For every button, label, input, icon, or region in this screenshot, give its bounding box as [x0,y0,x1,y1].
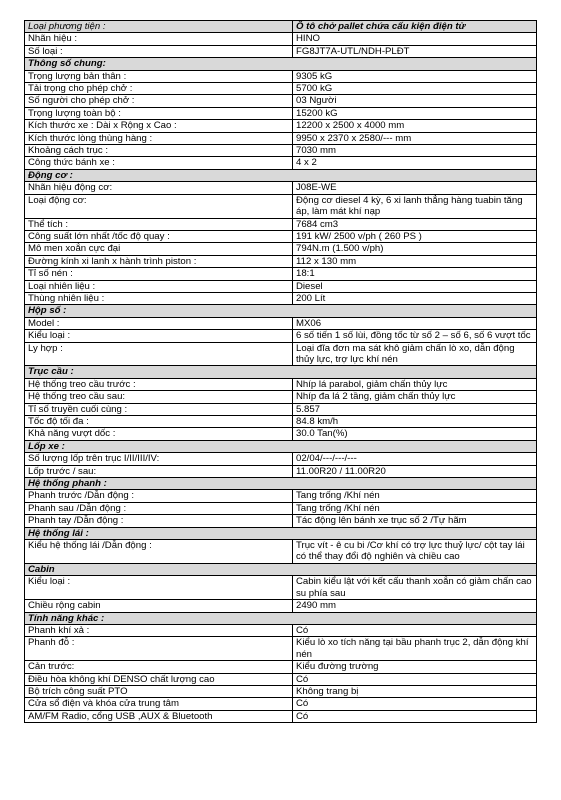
spec-row [25,453,537,465]
spec-row [25,45,537,57]
section-header-row [25,527,537,539]
spec-value: Nhíp lá parabol, giảm chấn thủy lực [293,378,537,390]
spec-value: 794N.m (1.500 v/ph) [293,243,537,255]
section-title: Trục cầu : [25,366,537,378]
spec-value: Cabin kiểu lật với kết cấu thanh xoắn có giảm chấn cao su phía sau [293,576,537,600]
spec-label: Số người cho phép chở : [25,95,293,107]
spec-label: Hệ thống treo cầu trước : [25,378,293,390]
spec-row [25,182,537,194]
spec-label: Mô men xoắn cực đại [25,243,293,255]
spec-value: 84.8 km/h [293,416,537,428]
section-header-row [25,366,537,378]
spec-row [25,132,537,144]
spec-row [25,540,537,564]
spec-row [25,428,537,440]
spec-row [25,502,537,514]
spec-label: Model : [25,317,293,329]
spec-label: Kiểu loại : [25,330,293,342]
spec-row [25,33,537,45]
spec-row [25,403,537,415]
spec-row [25,243,537,255]
spec-label: Khoảng cách trục : [25,145,293,157]
spec-value: 18:1 [293,268,537,280]
spec-label: Hệ thống treo cầu sau: [25,391,293,403]
spec-row [25,194,537,218]
spec-value: 02/04/---/---/--- [293,453,537,465]
spec-label: Trọng lượng bản thân : [25,70,293,82]
spec-value: MX06 [293,317,537,329]
spec-value: FG8JT7A-UTL/NDH-PLĐT [293,45,537,57]
section-title: Động cơ : [25,169,537,181]
section-header-row [25,440,537,452]
spec-row [25,230,537,242]
spec-label: Công thức bánh xe : [25,157,293,169]
spec-row [25,378,537,390]
spec-value: Loại đĩa đơn ma sát khô giảm chấn lò xo, dẫn động thủy lực, trợ lực khí nén [293,342,537,366]
spec-row [25,280,537,292]
spec-row [25,490,537,502]
spec-row [25,330,537,342]
spec-label: Loại nhiên liệu : [25,280,293,292]
spec-value: Trục vít - ê cu bi /Cơ khí có trợ lực thuỷ lực/ cột tay lái có thể thay đổi độ nghiên và chiều cao [293,540,537,564]
spec-label: Số loại : [25,45,293,57]
spec-label: Thể tích : [25,218,293,230]
spec-value: 9950 x 2370 x 2580/--- mm [293,132,537,144]
section-header-row [25,563,537,575]
spec-value: 7684 cm3 [293,218,537,230]
spec-label: Phanh sau /Dẫn động : [25,502,293,514]
spec-row [25,576,537,600]
spec-label: Kiểu hệ thống lái /Dẫn động : [25,540,293,564]
spec-label: Trọng lượng toàn bộ : [25,107,293,119]
section-title: Hệ thống phanh : [25,478,537,490]
spec-row [25,157,537,169]
spec-value: Có [293,624,537,636]
spec-value: 200 Lít [293,292,537,304]
spec-label: Ly hợp : [25,342,293,366]
spec-value: Kiểu đường trường [293,661,537,673]
spec-value: Tang trống /Khí nén [293,490,537,502]
spec-label: Kiểu loại : [25,576,293,600]
spec-row [25,661,537,673]
spec-value: Tác động lên bánh xe trục số 2 /Tự hãm [293,515,537,527]
spec-row [25,120,537,132]
spec-row [25,391,537,403]
spec-row [25,218,537,230]
spec-label: Phanh khí xả : [25,624,293,636]
spec-value: 191 kW/ 2500 v/ph ( 260 PS ) [293,230,537,242]
section-title: Hệ thống lái : [25,527,537,539]
spec-label: Số lượng lốp trên trục I/II/III/IV: [25,453,293,465]
section-header-row [25,612,537,624]
spec-label: Phanh trước /Dẫn động : [25,490,293,502]
spec-value: HINO [293,33,537,45]
section-header-row [25,58,537,70]
spec-row [25,710,537,722]
spec-label: Cản trước: [25,661,293,673]
spec-label: Chiều rộng cabin [25,600,293,612]
spec-row [25,416,537,428]
spec-label: Phanh đỗ : [25,637,293,661]
header-value: Ô tô chở pallet chứa cấu kiện điện tử [293,21,537,33]
spec-value: Kiểu lò xo tích năng tại bầu phanh trục 2, dẫn động khí nén [293,637,537,661]
spec-label: Tốc độ tối đa : [25,416,293,428]
section-title: Hộp số : [25,305,537,317]
spec-value: 5.857 [293,403,537,415]
spec-value: Tang trống /Khí nén [293,502,537,514]
spec-value: 4 x 2 [293,157,537,169]
spec-label: Công suất lớn nhất /tốc độ quay : [25,230,293,242]
section-title: Cabin [25,563,537,575]
spec-label: AM/FM Radio, cổng USB ,AUX & Bluetooth [25,710,293,722]
spec-row [25,255,537,267]
table-header-row [25,21,537,33]
section-title: Thông số chung: [25,58,537,70]
spec-row [25,685,537,697]
spec-value: 11.00R20 / 11.00R20 [293,465,537,477]
spec-table [24,20,537,723]
section-header-row [25,305,537,317]
spec-value: 9305 kG [293,70,537,82]
spec-row [25,698,537,710]
spec-label: Bộ trích công suất PTO [25,685,293,697]
spec-label: Lốp trước / sau: [25,465,293,477]
spec-value: Có [293,698,537,710]
spec-value: Có [293,710,537,722]
spec-label: Đường kính xi lanh x hành trình piston : [25,255,293,267]
section-header-row [25,478,537,490]
section-title: Tính năng khác : [25,612,537,624]
spec-label: Tỉ số nén : [25,268,293,280]
spec-value: 6 số tiến 1 số lùi, đồng tốc từ số 2 – số 6, số 6 vượt tốc [293,330,537,342]
spec-value: 2490 mm [293,600,537,612]
spec-row [25,342,537,366]
spec-value: 5700 kG [293,83,537,95]
spec-value: 12200 x 2500 x 4000 mm [293,120,537,132]
spec-value: 112 x 130 mm [293,255,537,267]
section-title: Lốp xe : [25,440,537,452]
spec-value: Không trang bị [293,685,537,697]
spec-label: Nhãn hiệu : [25,33,293,45]
spec-row [25,292,537,304]
spec-label: Điều hòa không khí DENSO chất lượng cao [25,673,293,685]
spec-row [25,145,537,157]
spec-row [25,107,537,119]
spec-label: Loại động cơ: [25,194,293,218]
spec-value: Động cơ diesel 4 kỳ, 6 xi lanh thẳng hàng tuabin tăng áp, làm mát khí nạp [293,194,537,218]
section-header-row [25,169,537,181]
spec-row [25,95,537,107]
spec-value: 03 Người [293,95,537,107]
spec-value: J08E-WE [293,182,537,194]
spec-row [25,317,537,329]
spec-label: Kích thước lòng thùng hàng : [25,132,293,144]
spec-label: Cửa sổ điện và khóa cửa trung tâm [25,698,293,710]
spec-row [25,465,537,477]
spec-label: Thùng nhiên liệu : [25,292,293,304]
spec-label: Kích thước xe : Dài x Rộng x Cao : [25,120,293,132]
spec-row [25,673,537,685]
spec-value: 7030 mm [293,145,537,157]
spec-value: Nhíp đa lá 2 tầng, giảm chấn thủy lực [293,391,537,403]
spec-row [25,70,537,82]
header-label: Loại phương tiện : [25,21,293,33]
spec-label: Nhãn hiệu động cơ: [25,182,293,194]
spec-row [25,83,537,95]
spec-row [25,515,537,527]
spec-row [25,637,537,661]
spec-value: 15200 kG [293,107,537,119]
spec-value: Có [293,673,537,685]
spec-label: Tỉ số truyền cuối cùng : [25,403,293,415]
spec-row [25,624,537,636]
spec-label: Khả năng vượt dốc : [25,428,293,440]
spec-label: Phanh tay /Dẫn động : [25,515,293,527]
spec-value: 30.0 Tan(%) [293,428,537,440]
spec-row [25,600,537,612]
spec-label: Tải trọng cho phép chở : [25,83,293,95]
spec-value: Diesel [293,280,537,292]
spec-row [25,268,537,280]
